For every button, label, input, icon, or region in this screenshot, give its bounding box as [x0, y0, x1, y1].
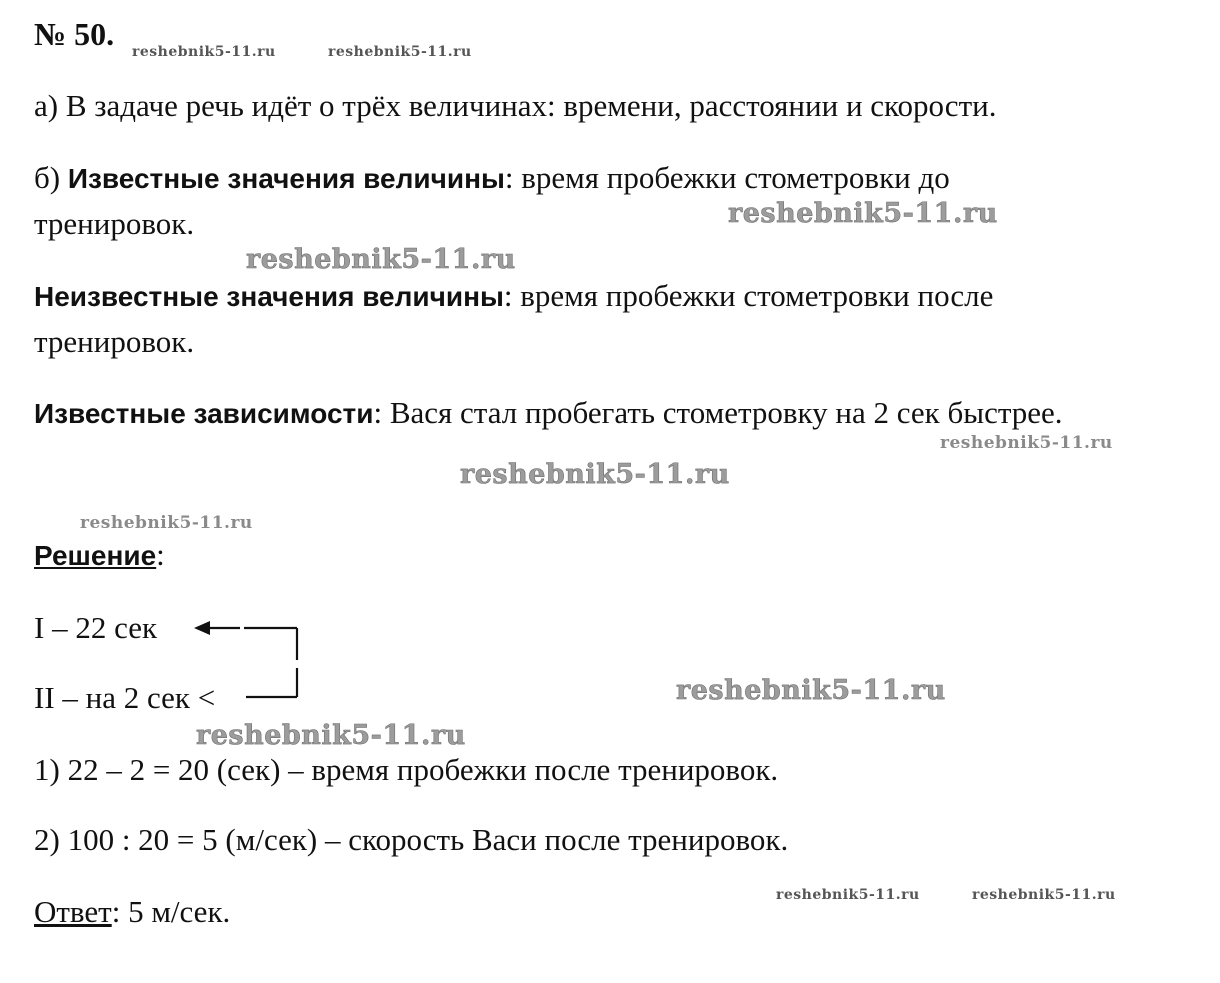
answer-line	[34, 894, 230, 930]
arrow-head-icon	[194, 621, 210, 635]
watermark: reshebnik5-11.ru	[196, 720, 466, 751]
problem-number: № 50.	[34, 16, 115, 52]
watermark: reshebnik5-11.ru	[328, 44, 472, 60]
watermark: reshebnik5-11.ru	[940, 433, 1113, 453]
watermark: reshebnik5-11.ru	[80, 513, 253, 533]
unknown-values-text: : время пробежки стометровки после	[503, 278, 994, 313]
known-values-text: : время пробежки стометровки до	[504, 160, 950, 195]
known-values-continuation: тренировок.	[34, 206, 195, 241]
answer-label: Ответ	[34, 894, 112, 929]
known-values-term: Известные значения величины	[67, 163, 505, 194]
part-a-text: а) В задаче речь идёт о трёх величинах: времени, расстоянии и скорости.	[34, 88, 997, 123]
solution-step-1: 1) 22 – 2 = 20 (сек) – время пробежки после тренировок.	[34, 752, 779, 787]
diagram-row-first: I – 22 сек	[34, 610, 158, 645]
dependencies-text: : Вася стал пробегать стометровку на 2 сек быстрее.	[373, 395, 1063, 430]
solution-step-2: 2) 100 : 20 = 5 (м/сек) – скорость Васи после тренировок.	[34, 822, 789, 857]
watermark: reshebnik5-11.ru	[676, 675, 946, 706]
watermark: reshebnik5-11.ru	[728, 198, 998, 229]
solution-heading-suffix: :	[156, 537, 165, 572]
unknown-values-continuation: тренировок.	[34, 324, 195, 359]
watermark: reshebnik5-11.ru	[132, 44, 276, 60]
part-b-prefix: б)	[34, 160, 68, 195]
unknown-values-term: Неизвестные значения величины	[34, 281, 504, 312]
solution-heading: Решение	[34, 540, 157, 571]
watermark: reshebnik5-11.ru	[246, 244, 516, 275]
watermark: reshebnik5-11.ru	[460, 459, 730, 490]
answer-text: : 5 м/сек.	[111, 894, 231, 929]
diagram-row-second: II – на 2 сек <	[34, 680, 216, 715]
watermark: reshebnik5-11.ru	[776, 887, 920, 903]
watermark: reshebnik5-11.ru	[972, 887, 1116, 903]
dependencies-term: Известные зависимости	[34, 398, 374, 429]
